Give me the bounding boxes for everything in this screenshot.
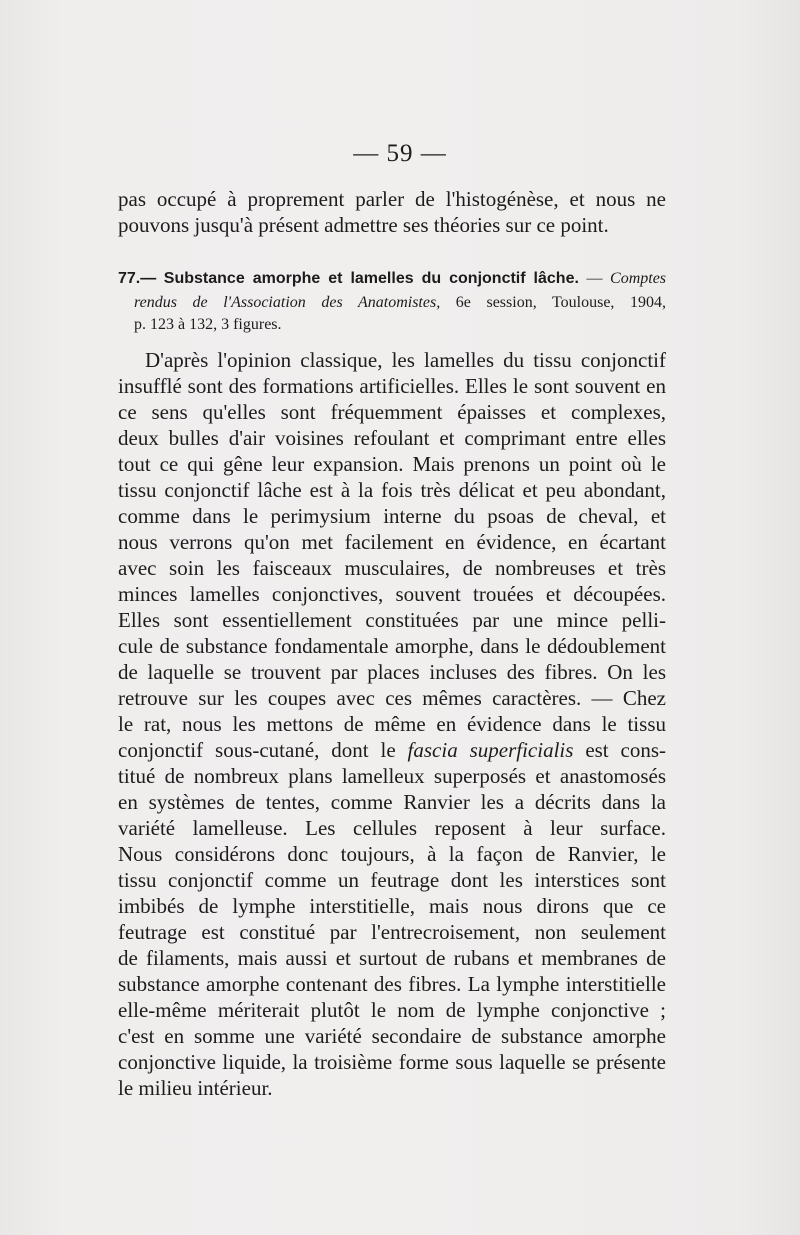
continuation-line: pas occupé à proprement parler de l'histogénèse, et nous ne (118, 187, 666, 211)
paragraph-line: comme dans le perimysium interne du psoas de cheval, et (118, 504, 666, 528)
reference-source: Comptes (610, 270, 667, 287)
paragraph-line: conjonctive liquide, la troisième forme sous laquelle se présente (118, 1050, 666, 1074)
reference-title: Substance amorphe et lamelles du conjonctif lâche. (163, 270, 579, 287)
reference-number: 77.— (118, 270, 157, 287)
paragraph-text: est cons- (585, 738, 667, 762)
page-number: — 59 — (353, 140, 447, 167)
paragraph-line: titué de nombreux plans lamelleux superposés et anastomosés (118, 764, 666, 788)
reference-source: rendus de l'Association des Anatomistes, (134, 294, 441, 311)
paragraph-line: ce sens qu'elles sont fréquemment épaisses et complexes, (118, 400, 666, 424)
paragraph-line: variété lamelleuse. Les cellules reposent à leur surface. (118, 816, 666, 840)
reference-details: 6e session, Toulouse, 1904, (455, 294, 667, 311)
paragraph-line: insufflé sont des formations artificielles. Elles le sont souvent en (118, 374, 666, 398)
paragraph-line: Elles sont essentiellement constituées par une mince pelli- (118, 608, 666, 632)
paragraph-line: de filaments, mais aussi et surtout de rubans et membranes de (118, 946, 666, 970)
paragraph-line: deux bulles d'air voisines refoulant et comprimant entre elles (118, 426, 666, 450)
paragraph-line: imbibés de lymphe interstitielle, mais nous dirons que ce (118, 894, 666, 918)
paragraph-line: nous verrons qu'on met facilement en évidence, en écartant (118, 530, 666, 554)
paragraph-line: substance amorphe contenant des fibres. La lymphe interstitielle (118, 972, 666, 996)
paragraph-line: retrouve sur les coupes avec ces mêmes caractères. — Chez (118, 686, 666, 710)
paragraph-line: en systèmes de tentes, comme Ranvier les a décrits dans la (118, 790, 666, 814)
paragraph-line: le milieu intérieur. (118, 1076, 273, 1100)
paragraph-line: tout ce qui gêne leur expansion. Mais prenons un point où le (118, 452, 666, 476)
paragraph-line: D'après l'opinion classique, les lamelles du tissu conjonctif (145, 348, 666, 372)
paragraph-line-with-italic (118, 737, 666, 763)
paragraph-line: Nous considérons donc toujours, à la façon de Ranvier, le (118, 842, 666, 866)
paragraph-line: le rat, nous les mettons de même en évidence dans le tissu (118, 712, 666, 736)
paragraph-line: cule de substance fondamentale amorphe, dans le dédoublement (118, 634, 666, 658)
reference-details: p. 123 à 132, 3 figures. (134, 316, 282, 333)
paragraph-line: minces lamelles conjonctives, souvent trouées et découpées. (118, 582, 666, 606)
reference-dash: — (586, 270, 603, 287)
paragraph-line: elle-même mériterait plutôt le nom de lymphe conjonctive ; (118, 998, 666, 1022)
paragraph-line: avec soin les faisceaux musculaires, de nombreuses et très (118, 556, 666, 580)
paragraph-line: tissu conjonctif lâche est à la fois très délicat et peu abondant, (118, 478, 666, 502)
italic-term: fascia superficialis (407, 738, 574, 762)
continuation-line: pouvons jusqu'à présent admettre ses théories sur ce point. (118, 213, 609, 237)
paragraph-line: c'est en somme une variété secondaire de substance amorphe (118, 1024, 666, 1048)
paragraph-text: conjonctif sous-cutané, dont le (118, 738, 396, 762)
paragraph-line: de laquelle se trouvent par places incluses des fibres. On les (118, 660, 666, 684)
paragraph-line: feutrage est constitué par l'entrecroisement, non seulement (118, 920, 666, 944)
paragraph-line: tissu conjonctif comme un feutrage dont les interstices sont (118, 868, 666, 892)
